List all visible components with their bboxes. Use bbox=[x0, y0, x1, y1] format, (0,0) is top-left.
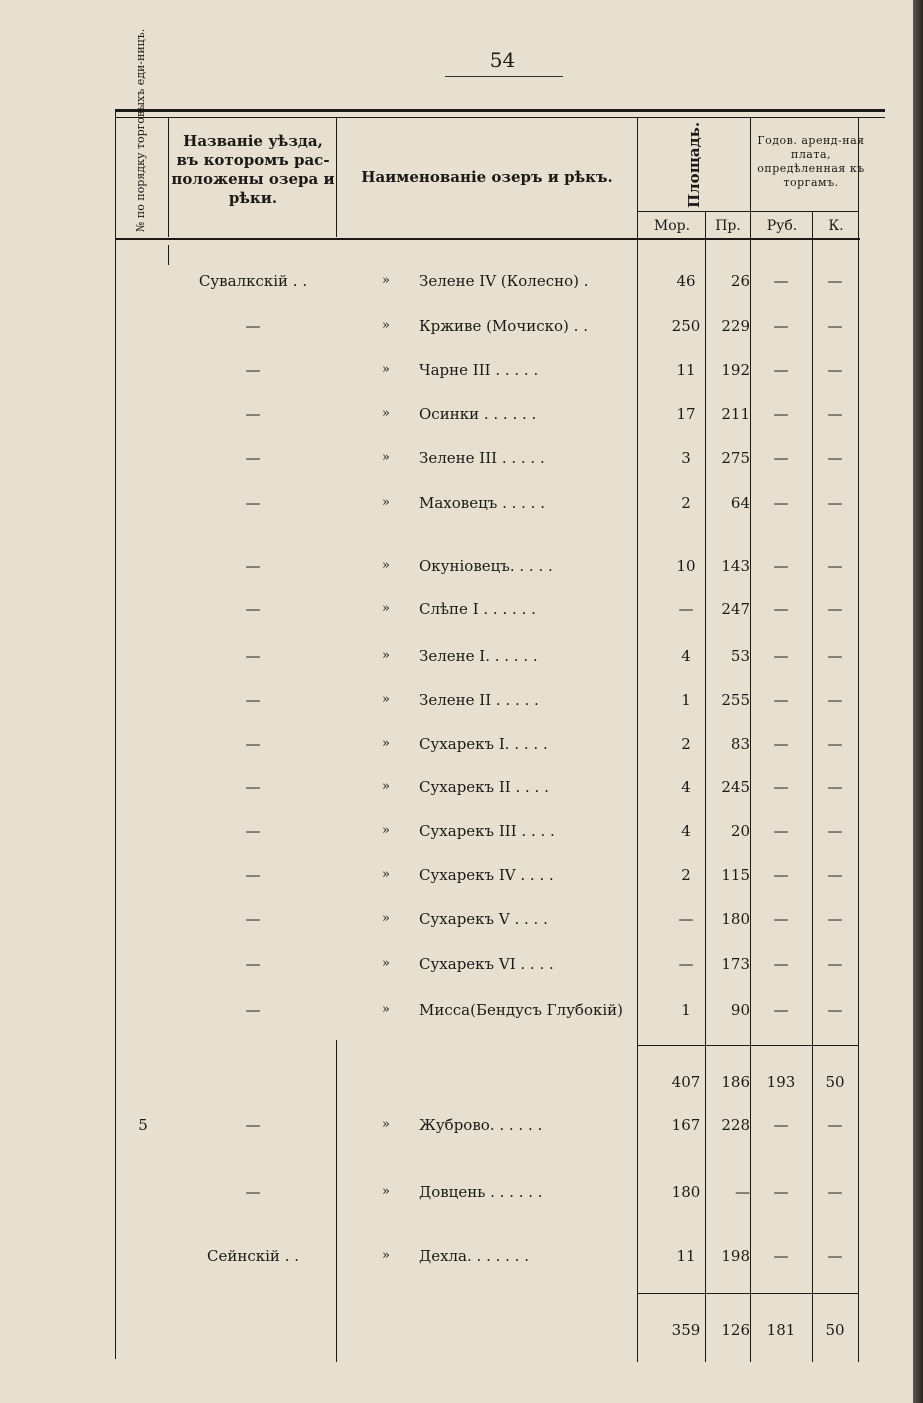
table-row bbox=[0, 1315, 923, 1345]
row-rent-rub: — bbox=[773, 494, 789, 512]
table-row bbox=[0, 816, 923, 846]
header-number-column bbox=[113, 28, 169, 232]
row-area-mor: — bbox=[678, 600, 694, 618]
row-ditto-mark: » bbox=[382, 1002, 390, 1017]
subtotal-rule-2 bbox=[638, 1293, 858, 1294]
row-rent-rub: — bbox=[773, 557, 789, 575]
table-top-rule-thin bbox=[115, 117, 885, 118]
row-lake-name: Зелене I. . . . . . bbox=[419, 647, 538, 665]
row-county: — bbox=[245, 866, 261, 884]
row-lake-name: Сухарекъ IV . . . . bbox=[419, 866, 554, 884]
row-area-pr: 83 bbox=[730, 735, 750, 753]
row-lake-name: Сухарекъ V . . . . bbox=[419, 910, 548, 928]
row-county: — bbox=[245, 910, 261, 928]
row-county: — bbox=[245, 405, 261, 423]
row-rent-rub: — bbox=[773, 866, 789, 884]
row-rent-k: — bbox=[827, 405, 843, 423]
row-lake-name: Чарне III . . . . . bbox=[419, 361, 539, 379]
row-county: — bbox=[245, 1001, 261, 1019]
row-rent-rub: — bbox=[773, 317, 789, 335]
table-row bbox=[0, 443, 923, 473]
row-area-mor: 4 bbox=[681, 778, 691, 796]
table-row bbox=[0, 551, 923, 581]
row-county: — bbox=[245, 600, 261, 618]
header-sub-rub: Руб. bbox=[766, 218, 798, 234]
row-rent-rub: — bbox=[773, 822, 789, 840]
row-rent-k: — bbox=[827, 557, 843, 575]
row-rent-rub: — bbox=[773, 735, 789, 753]
row-number: 5 bbox=[138, 1116, 148, 1134]
header-number-label: № по порядку торговыхъ еди-ницъ. bbox=[134, 28, 147, 232]
row-lake-name: Сухарекъ II . . . . bbox=[419, 778, 549, 796]
row-area-mor: 180 bbox=[671, 1183, 701, 1201]
row-lake-name: Мисса(Бендусъ Глубокій) bbox=[419, 1001, 623, 1019]
table-row bbox=[0, 772, 923, 802]
row-rent-rub: — bbox=[773, 1001, 789, 1019]
row-lake-name: Дехла. . . . . . . bbox=[419, 1247, 529, 1265]
row-area-pr: 53 bbox=[730, 647, 750, 665]
table-row bbox=[0, 949, 923, 979]
table-row bbox=[0, 1110, 923, 1140]
header-bottom-rule bbox=[115, 238, 860, 240]
row-lake-name: Сухарекъ I. . . . . bbox=[419, 735, 548, 753]
row-area-mor: 407 bbox=[671, 1073, 701, 1091]
row-county: — bbox=[245, 778, 261, 796]
table-row bbox=[0, 729, 923, 759]
subtotal-rule-1 bbox=[638, 1045, 858, 1046]
row-area-pr: 192 bbox=[721, 361, 750, 379]
table-row bbox=[0, 355, 923, 385]
table-row bbox=[0, 1177, 923, 1207]
row-rent-rub: 193 bbox=[766, 1073, 796, 1091]
row-ditto-mark: » bbox=[382, 692, 390, 707]
row-rent-rub: — bbox=[773, 1183, 789, 1201]
col-divider-num-mark bbox=[168, 245, 169, 265]
row-county: — bbox=[245, 1116, 261, 1134]
row-area-mor: 17 bbox=[676, 405, 696, 423]
row-area-mor: 2 bbox=[681, 866, 691, 884]
row-area-mor: 2 bbox=[681, 735, 691, 753]
row-rent-k: — bbox=[827, 1001, 843, 1019]
row-ditto-mark: » bbox=[382, 406, 390, 421]
row-area-pr: 275 bbox=[721, 449, 750, 467]
page-number-rule bbox=[445, 76, 563, 77]
row-area-pr: 126 bbox=[721, 1321, 750, 1339]
table-row bbox=[0, 266, 923, 296]
row-county: — bbox=[245, 822, 261, 840]
row-rent-k: — bbox=[827, 866, 843, 884]
table-row bbox=[0, 399, 923, 429]
row-ditto-mark: » bbox=[382, 736, 390, 751]
row-ditto-mark: » bbox=[382, 273, 390, 288]
row-area-pr: 211 bbox=[721, 405, 750, 423]
row-area-pr: 143 bbox=[721, 557, 750, 575]
row-area-mor: 46 bbox=[676, 272, 696, 290]
table-row bbox=[0, 904, 923, 934]
row-rent-k: 50 bbox=[825, 1321, 845, 1339]
row-rent-k: — bbox=[827, 1247, 843, 1265]
row-lake-name: Сухарекъ VI . . . . bbox=[419, 955, 554, 973]
row-county: — bbox=[245, 557, 261, 575]
row-area-mor: 1 bbox=[681, 1001, 691, 1019]
row-rent-k: — bbox=[827, 647, 843, 665]
row-rent-k: 50 bbox=[825, 1073, 845, 1091]
row-rent-k: — bbox=[827, 735, 843, 753]
row-rent-k: — bbox=[827, 1116, 843, 1134]
table-row bbox=[0, 311, 923, 341]
row-rent-k: — bbox=[827, 955, 843, 973]
row-lake-name: Слѣпе I . . . . . . bbox=[419, 600, 536, 618]
row-rent-rub: — bbox=[773, 647, 789, 665]
row-rent-k: — bbox=[827, 691, 843, 709]
row-area-pr: 255 bbox=[721, 691, 750, 709]
row-rent-k: — bbox=[827, 1183, 843, 1201]
row-area-mor: 167 bbox=[671, 1116, 701, 1134]
row-area-pr: 180 bbox=[721, 910, 750, 928]
row-area-mor: 1 bbox=[681, 691, 691, 709]
row-rent-k: — bbox=[827, 910, 843, 928]
row-county: — bbox=[245, 691, 261, 709]
row-area-mor: 4 bbox=[681, 822, 691, 840]
row-ditto-mark: » bbox=[382, 648, 390, 663]
row-county: — bbox=[245, 449, 261, 467]
row-rent-rub: — bbox=[773, 778, 789, 796]
row-rent-k: — bbox=[827, 822, 843, 840]
row-ditto-mark: » bbox=[382, 450, 390, 465]
row-lake-name: Окуніовецъ. . . . . bbox=[419, 557, 553, 575]
row-county: Сейнскій . . bbox=[207, 1247, 299, 1265]
row-rent-rub: — bbox=[773, 449, 789, 467]
header-sub-pr: Пр. bbox=[715, 218, 741, 234]
table-row bbox=[0, 488, 923, 518]
header-area-label: Площадь. bbox=[684, 121, 703, 209]
row-area-mor: 2 bbox=[681, 494, 691, 512]
row-rent-rub: — bbox=[773, 955, 789, 973]
row-area-pr: 173 bbox=[721, 955, 750, 973]
table-row bbox=[0, 995, 923, 1025]
table-top-rule bbox=[115, 109, 885, 112]
row-area-mor: 4 bbox=[681, 647, 691, 665]
header-sub-mor: Мор. bbox=[653, 218, 691, 234]
row-lake-name: Сухарекъ III . . . . bbox=[419, 822, 555, 840]
row-county: — bbox=[245, 647, 261, 665]
row-area-pr: 229 bbox=[721, 317, 750, 335]
row-rent-rub: — bbox=[773, 361, 789, 379]
row-ditto-mark: » bbox=[382, 823, 390, 838]
row-area-mor: — bbox=[678, 955, 694, 973]
row-ditto-mark: » bbox=[382, 867, 390, 882]
row-rent-k: — bbox=[827, 272, 843, 290]
row-rent-k: — bbox=[827, 317, 843, 335]
row-ditto-mark: » bbox=[382, 318, 390, 333]
table-row bbox=[0, 685, 923, 715]
row-county: — bbox=[245, 317, 261, 335]
row-county: — bbox=[245, 494, 261, 512]
row-rent-k: — bbox=[827, 778, 843, 796]
row-county: — bbox=[245, 955, 261, 973]
table-row bbox=[0, 860, 923, 890]
row-lake-name: Зелене IV (Колесно) . bbox=[419, 272, 589, 290]
table-row bbox=[0, 594, 923, 624]
row-ditto-mark: » bbox=[382, 362, 390, 377]
row-ditto-mark: » bbox=[382, 911, 390, 926]
row-lake-name: Зелене III . . . . . bbox=[419, 449, 545, 467]
row-area-mor: 11 bbox=[676, 1247, 696, 1265]
row-county: Сувалкскій . . bbox=[198, 272, 308, 290]
row-area-pr: 198 bbox=[721, 1247, 750, 1265]
row-rent-rub: — bbox=[773, 910, 789, 928]
row-county: — bbox=[245, 1183, 261, 1201]
row-ditto-mark: » bbox=[382, 1248, 390, 1263]
row-ditto-mark: » bbox=[382, 956, 390, 971]
row-rent-rub: — bbox=[773, 1247, 789, 1265]
row-lake-name: Зелене II . . . . . bbox=[419, 691, 539, 709]
row-area-pr: 115 bbox=[721, 866, 750, 884]
row-rent-rub: 181 bbox=[766, 1321, 796, 1339]
row-rent-k: — bbox=[827, 494, 843, 512]
row-area-mor: 11 bbox=[676, 361, 696, 379]
header-sub-k: К. bbox=[828, 218, 844, 234]
table-row bbox=[0, 641, 923, 671]
row-rent-k: — bbox=[827, 449, 843, 467]
row-rent-rub: — bbox=[773, 691, 789, 709]
row-lake-name: Крживе (Мочиско) . . bbox=[419, 317, 588, 335]
row-area-mor: 3 bbox=[681, 449, 691, 467]
row-ditto-mark: » bbox=[382, 495, 390, 510]
row-ditto-mark: » bbox=[382, 1184, 390, 1199]
table-row bbox=[0, 1241, 923, 1271]
area-rent-sub-rule bbox=[638, 211, 858, 212]
row-area-pr: 247 bbox=[721, 600, 750, 618]
row-lake-name: Осинки . . . . . . bbox=[419, 405, 537, 423]
row-area-pr: 26 bbox=[730, 272, 750, 290]
row-rent-k: — bbox=[827, 361, 843, 379]
row-rent-rub: — bbox=[773, 405, 789, 423]
row-rent-k: — bbox=[827, 600, 843, 618]
row-county: — bbox=[245, 361, 261, 379]
row-area-pr: 20 bbox=[730, 822, 750, 840]
header-name-column: Наименованіе озеръ и рѣкъ. bbox=[361, 168, 613, 186]
row-area-pr: 90 bbox=[730, 1001, 750, 1019]
row-rent-rub: — bbox=[773, 1116, 789, 1134]
header-rent-column: Годов. аренд-ная плата, опредѣленная къ торгамъ. bbox=[757, 134, 865, 189]
row-area-pr: 64 bbox=[730, 494, 750, 512]
row-area-pr: 228 bbox=[721, 1116, 750, 1134]
row-ditto-mark: » bbox=[382, 779, 390, 794]
page-number: 54 bbox=[489, 48, 516, 72]
header-county-column: Названіе уѣзда, въ которомъ рас-положены озера и рѣки. bbox=[171, 132, 335, 207]
row-lake-name: Жуброво. . . . . . bbox=[419, 1116, 543, 1134]
row-area-pr: 245 bbox=[721, 778, 750, 796]
row-area-mor: 10 bbox=[676, 557, 696, 575]
row-rent-rub: — bbox=[773, 600, 789, 618]
row-rent-rub: — bbox=[773, 272, 789, 290]
table-row bbox=[0, 1067, 923, 1097]
header-area-column bbox=[638, 120, 750, 210]
row-ditto-mark: » bbox=[382, 1117, 390, 1132]
row-area-mor: — bbox=[678, 910, 694, 928]
row-ditto-mark: » bbox=[382, 601, 390, 616]
row-area-pr: 186 bbox=[721, 1073, 750, 1091]
row-area-mor: 250 bbox=[671, 317, 701, 335]
row-county: — bbox=[245, 735, 261, 753]
row-lake-name: Довцень . . . . . . bbox=[419, 1183, 543, 1201]
row-area-pr: — bbox=[735, 1183, 750, 1201]
row-area-mor: 359 bbox=[671, 1321, 701, 1339]
row-lake-name: Маховецъ . . . . . bbox=[419, 494, 545, 512]
row-ditto-mark: » bbox=[382, 558, 390, 573]
